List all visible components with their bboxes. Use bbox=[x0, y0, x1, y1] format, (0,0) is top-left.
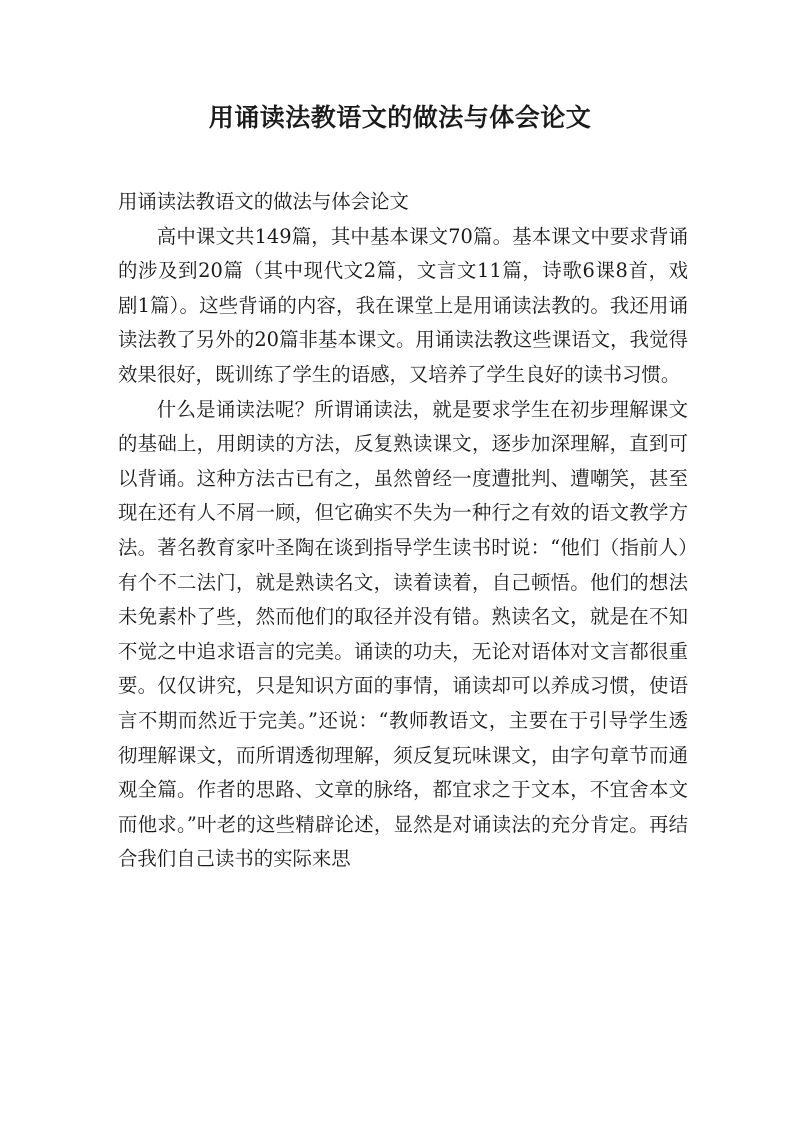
document-subtitle: 用诵读法教语文的做法与体会论文 bbox=[118, 190, 409, 213]
paragraph-1: 高中课文共149篇，其中基本课文70篇。基本课文中要求背诵的涉及到20篇（其中现代文2篇，文言文11篇，诗歌6课8首，戏剧1篇）。这些背诵的内容，我在课堂上是用诵读法教的。我还用诵读法教了另外的20篇非基本课文。用诵读法教这些课语文，我觉得效果很好，既训练了学生的语感，又培养了学生良好的读书习惯。 bbox=[118, 224, 688, 386]
document-body bbox=[118, 185, 688, 877]
paragraph-2: 什么是诵读法呢？所谓诵读法，就是要求学生在初步理解课文的基础上，用朗读的方法，反复熟读课文，逐步加深理解，直到可以背诵。这种方法古已有之，虽然曾经一度遭批判、遭嘲笑，甚至现在还有人不屑一顾，但它确实不失为一种行之有效的语文教学方法。著名教育家叶圣陶在谈到指导学生读书时说：“他们（指前人）有个不二法门，就是熟读名文，读着读着，自己顿悟。他们的想法未免素朴了些，然而他们的取径并没有错。熟读名文，就是在不知不觉之中追求语言的完美。诵读的功夫，无论对语体对文言都很重要。仅仅讲究，只是知识方面的事情，诵读却可以养成习惯，使语言不期而然近于完美。”还说：“教师教语文，主要在于引导学生透彻理解课文，而所谓透彻理解，须反复玩味课文，由字句章节而通观全篇。作者的思路、文章的脉络，都宜求之于文本，不宜舍本文而他求。”叶老的这些精辟论述，显然是对诵读法的充分肯定。再结合我们自己读书的实际来思 bbox=[118, 397, 688, 871]
document-title: 用诵读法教语文的做法与体会论文 bbox=[208, 103, 592, 132]
